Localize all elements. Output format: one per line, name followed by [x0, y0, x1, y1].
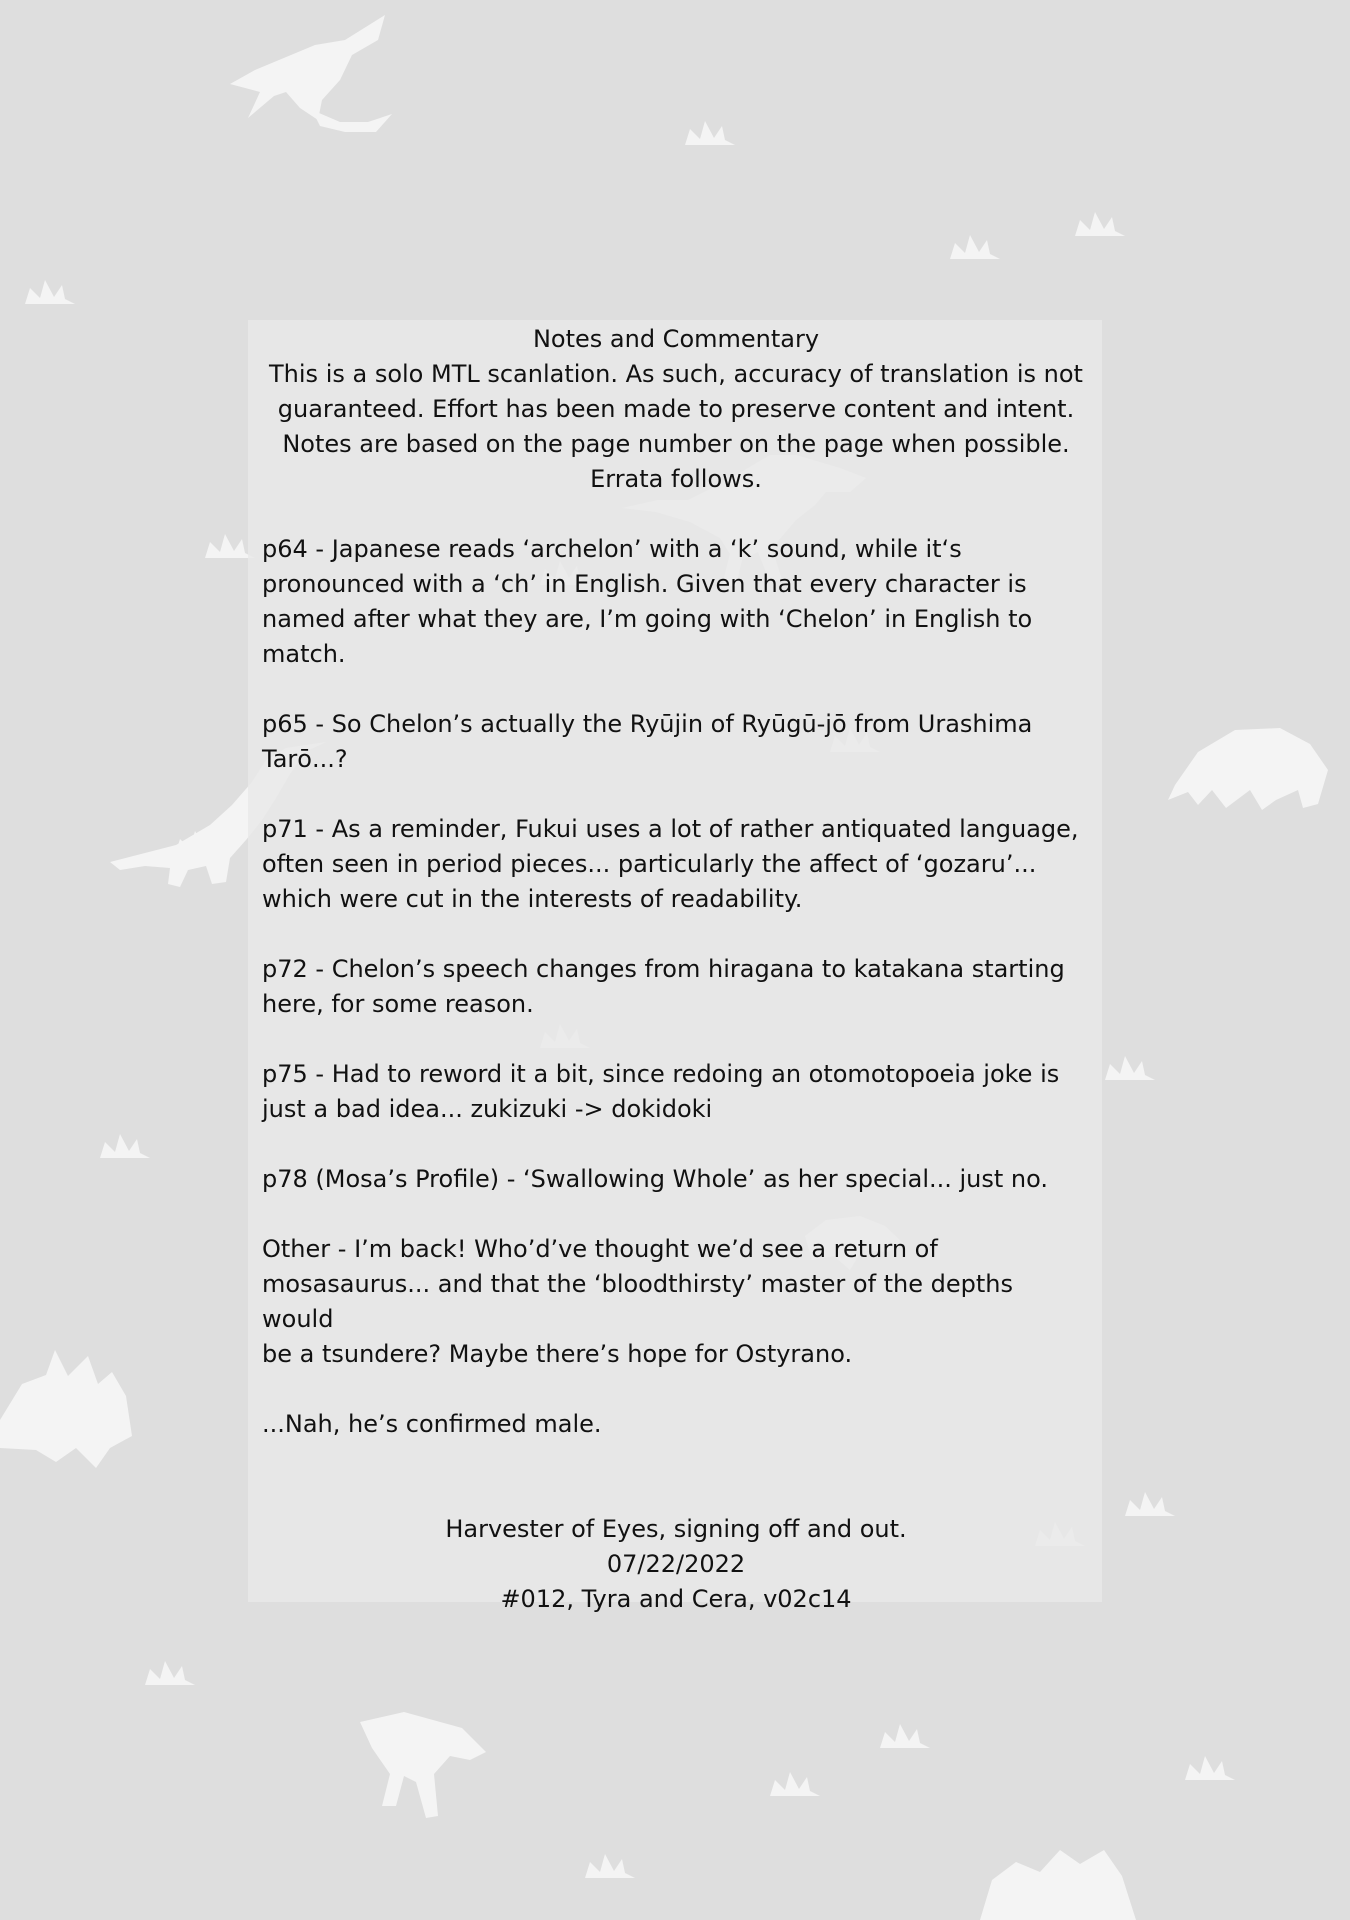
note-line: just a bad idea... zukizuki -> dokidoki: [262, 1095, 713, 1123]
note-line: p64 - Japanese reads ‘archelon’ with a ‘k’ sound, while it‘s: [262, 535, 962, 563]
bottom-tyrannosaurus-silhouette: [360, 1712, 486, 1818]
intro-block: [262, 357, 1090, 497]
signature-block: [262, 1512, 1090, 1617]
note-line: p65 - So Chelon’s actually the Ryūjin of Ryūgū-jō from Urashima: [262, 710, 1033, 738]
note-line: Tarō...?: [262, 745, 348, 773]
pterosaur-silhouette: [230, 15, 392, 132]
stegosaurus-silhouette: [0, 1350, 132, 1468]
note-line: ...Nah, he’s confirmed male.: [262, 1410, 602, 1438]
document-title: Notes and Commentary: [532, 325, 820, 353]
header-block: [262, 322, 1090, 497]
note-p65: [262, 707, 1090, 777]
intro-line: This is a solo MTL scanlation. As such, accuracy of translation is not: [269, 360, 1083, 388]
note-line: p72 - Chelon’s speech changes from hiragana to katakana starting: [262, 955, 1065, 983]
note-p64: [262, 532, 1090, 672]
note-line: mosasaurus... and that the ‘bloodthirsty’ master of the depths would: [262, 1270, 1014, 1333]
note-line: p75 - Had to reword it a bit, since redoing an otomotopoeia joke is: [262, 1060, 1060, 1088]
note-line: Other - I’m back! Who’d’ve thought we’d see a return of: [262, 1235, 938, 1263]
note-line: match.: [262, 640, 346, 668]
note-p75: [262, 1057, 1090, 1127]
signature-line: Harvester of Eyes, signing off and out.: [445, 1515, 907, 1543]
note-line: here, for some reason.: [262, 990, 534, 1018]
note-line: be a tsundere? Maybe there’s hope for Ostyrano.: [262, 1340, 853, 1368]
note-other: [262, 1232, 1090, 1372]
note-line: which were cut in the interests of readability.: [262, 885, 803, 913]
note-p72: [262, 952, 1090, 1022]
intro-line: Notes are based on the page number on the page when possible.: [282, 430, 1070, 458]
signature-date: 07/22/2022: [606, 1550, 746, 1578]
triceratops-silhouette: [1168, 728, 1328, 810]
note-p71: [262, 812, 1090, 917]
note-line: p78 (Mosa’s Profile) - ‘Swallowing Whole’ as her special... just no.: [262, 1165, 1049, 1193]
note-line: p71 - As a reminder, Fukui uses a lot of rather antiquated language,: [262, 815, 1079, 843]
intro-line: Errata follows.: [590, 465, 762, 493]
note-nah: [262, 1407, 1090, 1442]
signature-release: #012, Tyra and Cera, v02c14: [500, 1585, 852, 1613]
note-line: pronounced with a ‘ch’ in English. Given that every character is: [262, 570, 1027, 598]
note-line: named after what they are, I’m going with ‘Chelon’ in English to: [262, 605, 1033, 633]
bottom-stegosaurus-silhouette: [980, 1850, 1136, 1920]
note-p78: [262, 1162, 1090, 1197]
note-line: often seen in period pieces... particularly the affect of ‘gozaru’...: [262, 850, 1037, 878]
notes-panel: [248, 320, 1102, 1613]
intro-line: guaranteed. Effort has been made to preserve content and intent.: [277, 395, 1075, 423]
